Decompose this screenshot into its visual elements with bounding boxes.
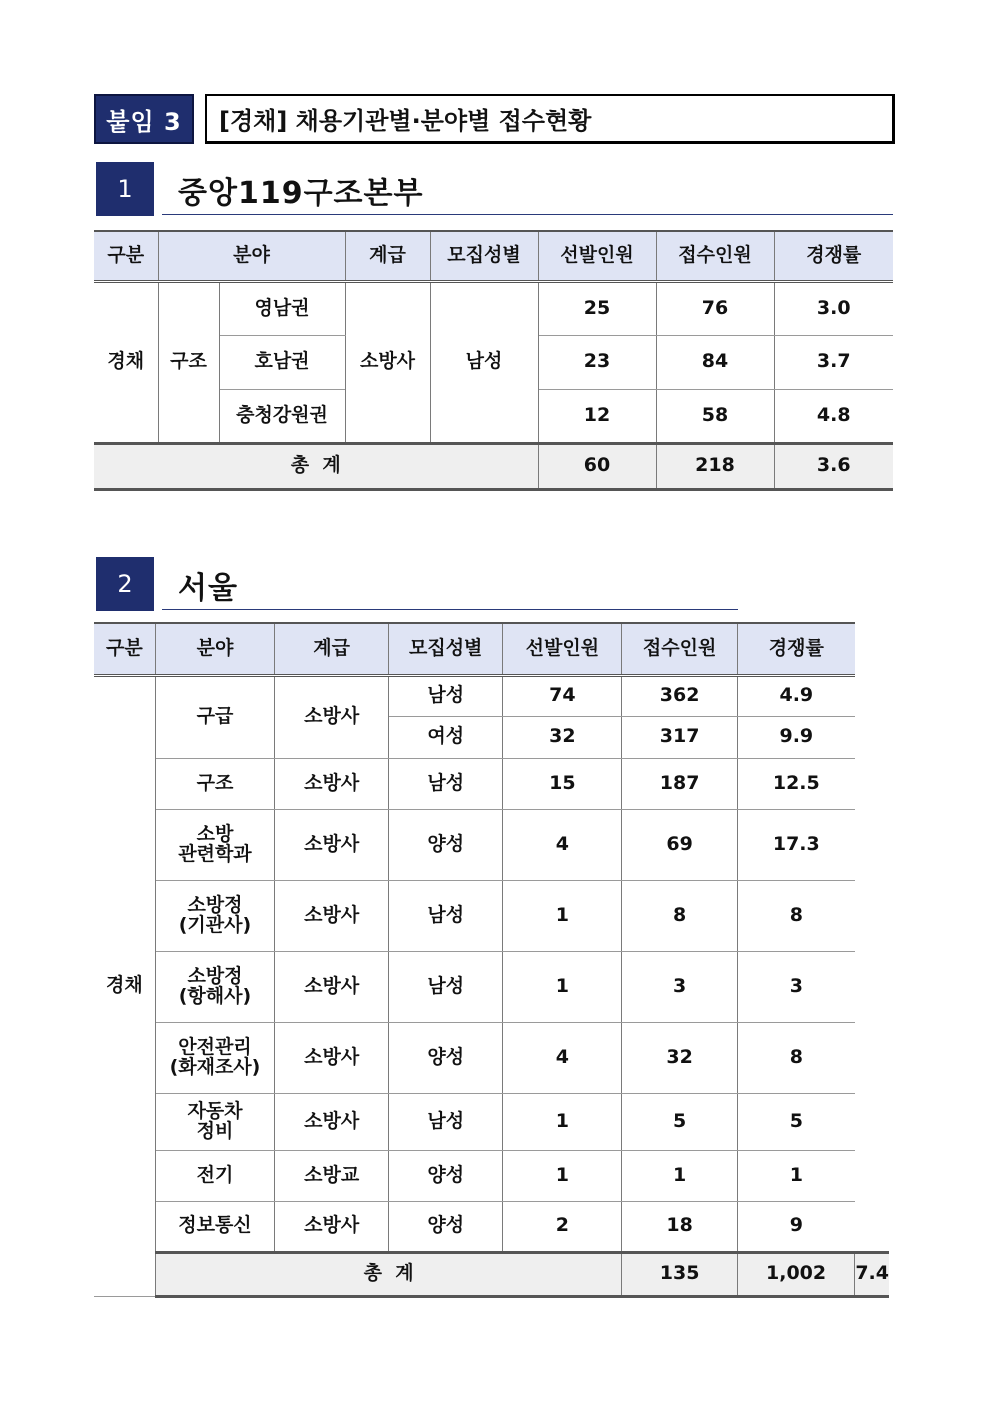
field-cell bbox=[155, 1022, 274, 1093]
section1-underline bbox=[162, 214, 893, 215]
selected-cell: 32 bbox=[503, 716, 622, 758]
document-title bbox=[205, 94, 895, 144]
field-cell bbox=[155, 880, 274, 951]
section1-title: 중앙119구조본부 bbox=[178, 176, 424, 211]
col-header-applied: 접수인원 bbox=[622, 623, 737, 675]
region-cell: 영남권 bbox=[219, 281, 345, 335]
ratio-cell: 4.9 bbox=[737, 675, 855, 716]
field-cell: 구급 bbox=[155, 675, 274, 758]
field-line-1: 소방정 bbox=[187, 893, 243, 916]
selected-cell: 12 bbox=[538, 389, 656, 443]
gender-cell: 남성 bbox=[389, 880, 503, 951]
total-selected: 60 bbox=[538, 443, 656, 489]
table-row bbox=[94, 951, 889, 1022]
field-cell: 전기 bbox=[155, 1150, 274, 1201]
ratio-cell: 3.0 bbox=[774, 281, 893, 335]
ratio-cell: 5 bbox=[737, 1093, 855, 1150]
selected-cell: 1 bbox=[503, 1150, 622, 1201]
region-cell: 호남권 bbox=[219, 335, 345, 389]
table-row bbox=[94, 1093, 889, 1150]
selected-cell: 1 bbox=[503, 880, 622, 951]
document-title-text: [경채] 채용기관별·분야별 접수현황 bbox=[219, 107, 592, 135]
gender-cell: 남성 bbox=[430, 281, 538, 443]
field-cell bbox=[155, 951, 274, 1022]
ratio-cell: 17.3 bbox=[737, 809, 855, 880]
ratio-cell: 12.5 bbox=[737, 758, 855, 809]
table-row bbox=[94, 1201, 889, 1252]
col-header-field: 분야 bbox=[158, 231, 345, 281]
field-cell bbox=[155, 1093, 274, 1150]
section2-title: 서울 bbox=[178, 571, 238, 606]
ratio-cell: 9.9 bbox=[737, 716, 855, 758]
rank-cell: 소방사 bbox=[275, 880, 389, 951]
gender-cell: 남성 bbox=[389, 951, 503, 1022]
applied-cell: 76 bbox=[656, 281, 774, 335]
col-header-rank: 계급 bbox=[345, 231, 430, 281]
rank-cell: 소방교 bbox=[275, 1150, 389, 1201]
col-header-selected: 선발인원 bbox=[538, 231, 656, 281]
applied-cell: 58 bbox=[656, 389, 774, 443]
col-header-category: 구분 bbox=[94, 231, 158, 281]
selected-cell: 1 bbox=[503, 1093, 622, 1150]
field-line-2: (화재조사) bbox=[169, 1055, 261, 1078]
applied-cell: 317 bbox=[622, 716, 737, 758]
col-header-field: 분야 bbox=[155, 623, 274, 675]
ratio-cell: 1 bbox=[737, 1150, 855, 1201]
rank-cell: 소방사 bbox=[345, 281, 430, 443]
rank-cell: 소방사 bbox=[275, 1022, 389, 1093]
field-line-1: 자동차 bbox=[187, 1099, 243, 1122]
table-row bbox=[94, 281, 893, 335]
applied-cell: 8 bbox=[622, 880, 737, 951]
region-cell: 충청강원권 bbox=[219, 389, 345, 443]
attachment-badge-label: 붙임 3 bbox=[106, 107, 182, 136]
ratio-cell: 4.8 bbox=[774, 389, 893, 443]
selected-cell: 4 bbox=[503, 809, 622, 880]
ratio-cell: 8 bbox=[737, 1022, 855, 1093]
applied-cell: 1 bbox=[622, 1150, 737, 1201]
gender-cell: 양성 bbox=[389, 1150, 503, 1201]
total-row bbox=[94, 1252, 889, 1296]
total-selected: 135 bbox=[622, 1252, 737, 1296]
selected-cell: 74 bbox=[503, 675, 622, 716]
total-label: 총 계 bbox=[155, 1252, 622, 1296]
ratio-cell: 3.7 bbox=[774, 335, 893, 389]
field-cell: 구조 bbox=[158, 281, 219, 443]
field-line-2: 정비 bbox=[196, 1119, 234, 1142]
rank-cell: 소방사 bbox=[275, 758, 389, 809]
rank-cell: 소방사 bbox=[275, 1201, 389, 1252]
col-header-rank: 계급 bbox=[275, 623, 389, 675]
field-line-1: 소방 bbox=[196, 822, 234, 845]
total-label: 총 계 bbox=[94, 443, 538, 489]
total-ratio: 3.6 bbox=[774, 443, 893, 489]
applied-cell: 5 bbox=[622, 1093, 737, 1150]
applied-cell: 84 bbox=[656, 335, 774, 389]
field-cell: 정보통신 bbox=[155, 1201, 274, 1252]
gender-cell: 양성 bbox=[389, 1201, 503, 1252]
section2-number: 2 bbox=[96, 557, 154, 611]
rank-cell: 소방사 bbox=[275, 1093, 389, 1150]
total-row bbox=[94, 443, 893, 489]
ratio-cell: 3 bbox=[737, 951, 855, 1022]
applied-cell: 69 bbox=[622, 809, 737, 880]
ratio-cell: 8 bbox=[737, 880, 855, 951]
table-row bbox=[94, 1022, 889, 1093]
applied-cell: 187 bbox=[622, 758, 737, 809]
table-row bbox=[94, 809, 889, 880]
gender-cell: 남성 bbox=[389, 1093, 503, 1150]
section1-table bbox=[94, 230, 893, 491]
selected-cell: 23 bbox=[538, 335, 656, 389]
selected-cell: 15 bbox=[503, 758, 622, 809]
selected-cell: 25 bbox=[538, 281, 656, 335]
col-header-gender: 모집성별 bbox=[389, 623, 503, 675]
applied-cell: 3 bbox=[622, 951, 737, 1022]
field-line-1: 소방정 bbox=[187, 964, 243, 987]
total-applied: 1,002 bbox=[737, 1252, 855, 1296]
field-line-2: 관련학과 bbox=[178, 842, 252, 865]
table-row bbox=[94, 758, 889, 809]
total-applied: 218 bbox=[656, 443, 774, 489]
total-ratio: 7.4 bbox=[855, 1252, 889, 1296]
selected-cell: 1 bbox=[503, 951, 622, 1022]
field-line-2: (기관사) bbox=[178, 913, 252, 936]
section2-table bbox=[94, 622, 889, 1298]
field-cell: 구조 bbox=[155, 758, 274, 809]
rank-cell: 소방사 bbox=[275, 951, 389, 1022]
field-line-1: 안전관리 bbox=[178, 1035, 252, 1058]
section2-underline bbox=[162, 609, 738, 610]
gender-cell: 여성 bbox=[389, 716, 503, 758]
gender-cell: 남성 bbox=[389, 675, 503, 716]
col-header-ratio: 경쟁률 bbox=[737, 623, 855, 675]
field-cell bbox=[155, 809, 274, 880]
col-header-applied: 접수인원 bbox=[656, 231, 774, 281]
category-cell: 경채 bbox=[94, 675, 155, 1296]
rank-cell: 소방사 bbox=[275, 675, 389, 758]
selected-cell: 2 bbox=[503, 1201, 622, 1252]
gender-cell: 남성 bbox=[389, 758, 503, 809]
gender-cell: 양성 bbox=[389, 1022, 503, 1093]
col-header-ratio: 경쟁률 bbox=[774, 231, 893, 281]
applied-cell: 362 bbox=[622, 675, 737, 716]
table-row bbox=[94, 675, 889, 716]
rank-cell: 소방사 bbox=[275, 809, 389, 880]
table-row bbox=[94, 1150, 889, 1201]
col-header-selected: 선발인원 bbox=[503, 623, 622, 675]
table-row bbox=[94, 880, 889, 951]
selected-cell: 4 bbox=[503, 1022, 622, 1093]
ratio-cell: 9 bbox=[737, 1201, 855, 1252]
col-header-category: 구분 bbox=[94, 623, 155, 675]
col-header-gender: 모집성별 bbox=[430, 231, 538, 281]
field-line-2: (항해사) bbox=[178, 984, 252, 1007]
attachment-badge bbox=[94, 94, 194, 144]
applied-cell: 32 bbox=[622, 1022, 737, 1093]
gender-cell: 양성 bbox=[389, 809, 503, 880]
category-cell: 경채 bbox=[94, 281, 158, 443]
section1-number: 1 bbox=[96, 162, 154, 216]
applied-cell: 18 bbox=[622, 1201, 737, 1252]
